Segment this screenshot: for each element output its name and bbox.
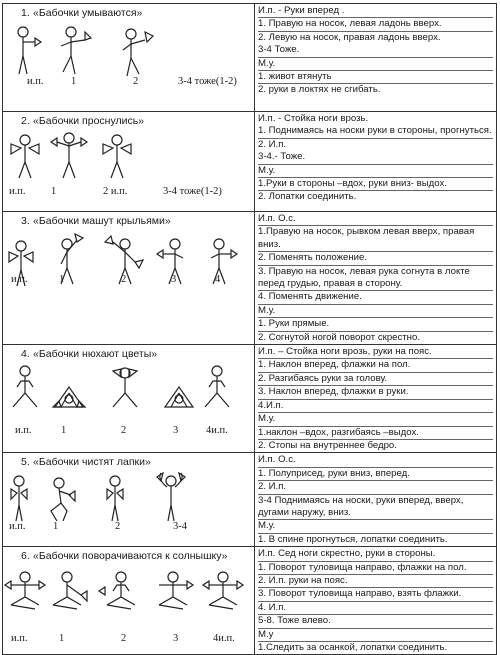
description-line: 2. И.п.: [258, 138, 493, 151]
description-line: 3. Поворот туловища направо, взять флажки.: [258, 587, 493, 600]
description-line: 2. Левую на носок, правая ладонь вверх.: [258, 31, 493, 44]
figure-label: 1: [53, 521, 59, 533]
stick-figure: [123, 29, 153, 76]
stick-figures: [3, 565, 255, 615]
figure-label: 2: [121, 274, 127, 285]
description-line: 1.Руки в стороны –вдох, руки вниз- выдох.: [258, 177, 493, 190]
description-line: 3-4 Тоже.: [258, 44, 300, 56]
stick-figure: [205, 366, 229, 407]
description-line: И.п. О.с.: [258, 454, 296, 466]
stick-figure: [203, 572, 243, 609]
exercise-illustration-cell: [3, 4, 255, 112]
figure-label: 1: [59, 633, 65, 645]
figure-label: 3: [171, 274, 177, 285]
stick-figures: [3, 128, 255, 182]
description-line: И.п. – Стойка ноги врозь, руки на пояс.: [258, 346, 432, 358]
description-line: 1. Поднимаясь на носки руки в стороны, прогнуться.: [258, 125, 492, 137]
exercise-illustration-cell: [3, 112, 255, 212]
figure-label: и.п.: [11, 633, 28, 645]
description-line: 2. руки в локтях не сгибать.: [258, 83, 493, 96]
figure-label: 3-4: [173, 521, 187, 533]
exercise-row: [3, 4, 497, 112]
exercise-row: [3, 453, 497, 547]
stick-figure: [13, 366, 37, 407]
figure-label: 4: [215, 274, 221, 285]
stick-figures: [3, 361, 255, 411]
description-line: 3. Наклон вперед, флажки в руки.: [258, 385, 493, 398]
description-line: И.п. - Стойка ноги врозь.: [258, 113, 369, 124]
exercise-description-cell: [255, 4, 497, 112]
stick-figures: [3, 22, 255, 78]
exercise-title: 6. «Бабочки поворачиваются к солнышку»: [21, 550, 228, 563]
figure-label: и.п.: [11, 274, 28, 285]
exercise-illustration-cell: [3, 212, 255, 345]
stick-figure: [5, 572, 45, 609]
description-line: 5-8. Тоже влево.: [258, 614, 493, 627]
description-line: 1.Правую на носок, рывком левая вверх, правая вниз.: [258, 225, 493, 251]
exercise-illustration-cell: [3, 345, 255, 453]
figure-label: 4и.п.: [206, 425, 228, 437]
exercise-title: 2. «Бабочки проснулись»: [21, 115, 145, 127]
exercise-title: 3. «Бабочки машут крыльями»: [21, 215, 171, 227]
description-line: 1. Полуприсед, руки вниз, вперед.: [258, 467, 493, 480]
description-line: 1. Руки прямые.: [258, 317, 493, 330]
figure-label: 3: [173, 425, 179, 437]
description-line: 2. Лопатки соединить.: [258, 190, 493, 203]
exercise-description-cell: [255, 345, 497, 453]
description-line: 1. живот втянуть: [258, 70, 493, 83]
description-line: 3. Правую на носок, левая рука согнута в локте перед грудью, правая в сторону.: [258, 265, 493, 291]
description-line: 1. В спине прогнуться, лопатки соединить.: [258, 533, 493, 546]
stick-figure: [107, 476, 123, 521]
description-line: М.у.: [258, 519, 493, 532]
exercise-description-cell: [255, 212, 497, 345]
exercise-title: 1. «Бабочки умываются»: [21, 7, 143, 19]
figure-label: 4и.п.: [213, 633, 235, 645]
description-line: М.у.: [258, 304, 493, 317]
figure-label: 1: [59, 274, 65, 285]
stick-figure: [157, 473, 185, 521]
description-line: 1. Наклон вперед, флажки на пол.: [258, 358, 493, 371]
stick-figure: [51, 478, 75, 521]
description-line: И.п. О.с.: [258, 213, 296, 224]
description-line: 2. Разгибаясь руки за голову.: [258, 372, 493, 385]
exercise-description-cell: [255, 453, 497, 547]
stick-figure: [53, 572, 87, 609]
stick-figure: [18, 27, 41, 74]
stick-figure: [99, 572, 135, 609]
figure-label: и.п.: [9, 521, 26, 533]
description-line: 1.наклон –вдох, разгибаясь –выдох.: [258, 426, 493, 439]
description-line: 3-4 Поднимаясь на носки, руки вперед, вверх, дугами наружу, вниз.: [258, 494, 493, 520]
figure-label: 3: [173, 633, 179, 645]
figure-label: 3-4 тоже(1-2): [178, 76, 237, 87]
exercise-illustration-cell: [3, 453, 255, 547]
stick-figure: [165, 387, 193, 407]
description-line: И.п. Сед ноги скрестно, руки в стороны.: [258, 548, 436, 560]
stick-figure: [11, 476, 27, 521]
exercise-row: [3, 212, 497, 345]
exercise-row: [3, 547, 497, 655]
stick-figure: [103, 135, 131, 178]
exercise-illustration-cell: [3, 547, 255, 655]
description-line: 4. И.п.: [258, 601, 493, 614]
description-line: 2. И.п. руки на пояс.: [258, 574, 493, 587]
stick-figure: [113, 368, 137, 407]
description-line: 1. Правую на носок, левая ладонь вверх.: [258, 17, 493, 30]
figure-label: 1: [51, 186, 57, 197]
figure-label: 1: [71, 76, 77, 87]
description-line: 2. Согнутой ногой поворот скрестно.: [258, 331, 493, 344]
figure-label: 2: [121, 425, 127, 437]
exercise-description-cell: [255, 112, 497, 212]
figure-label: 1: [61, 425, 67, 437]
description-line: 2. И.п.: [258, 480, 493, 493]
description-line: М.у.: [258, 412, 493, 425]
exercise-row: [3, 345, 497, 453]
stick-figure: [11, 135, 39, 178]
description-line: М.у.: [258, 164, 493, 177]
description-line: И.п. - Руки вперед .: [258, 5, 345, 16]
exercise-table: [2, 3, 497, 655]
figure-label: и.п.: [15, 425, 32, 437]
figure-label: и.п.: [9, 186, 26, 197]
stick-figure: [51, 133, 87, 178]
figure-label: и.п.: [27, 76, 44, 87]
stick-figure: [53, 387, 85, 407]
exercise-title: 4. «Бабочки нюхают цветы»: [21, 348, 158, 361]
figure-label: 2: [121, 633, 127, 645]
description-line: 4.И.п.: [258, 399, 493, 412]
description-line: 1.Следить за осанкой, лопатки соединить.: [258, 641, 493, 654]
stick-figure: [61, 27, 91, 74]
stick-figures: [3, 469, 255, 521]
description-line: М.у.: [258, 57, 493, 70]
figure-label: 2 и.п.: [103, 186, 128, 197]
description-line: 2. Поменять положение.: [258, 251, 493, 264]
exercise-description-cell: [255, 547, 497, 655]
description-line: 3-4.- Тоже.: [258, 151, 306, 163]
exercise-row: [3, 112, 497, 212]
stick-figure: [159, 572, 193, 609]
description-line: 1. Поворот туловища направо, флажки на пол.: [258, 561, 493, 574]
exercise-title: 5. «Бабочки чистят лапки»: [21, 456, 151, 469]
description-line: М.у: [258, 628, 493, 641]
figure-label: 2: [115, 521, 121, 533]
figure-label: 2: [133, 76, 139, 87]
figure-label: 3-4 тоже(1-2): [163, 186, 222, 197]
description-line: 2. Стопы на внутреннее бедро.: [258, 439, 493, 452]
description-line: 4. Поменять движение.: [258, 290, 493, 303]
